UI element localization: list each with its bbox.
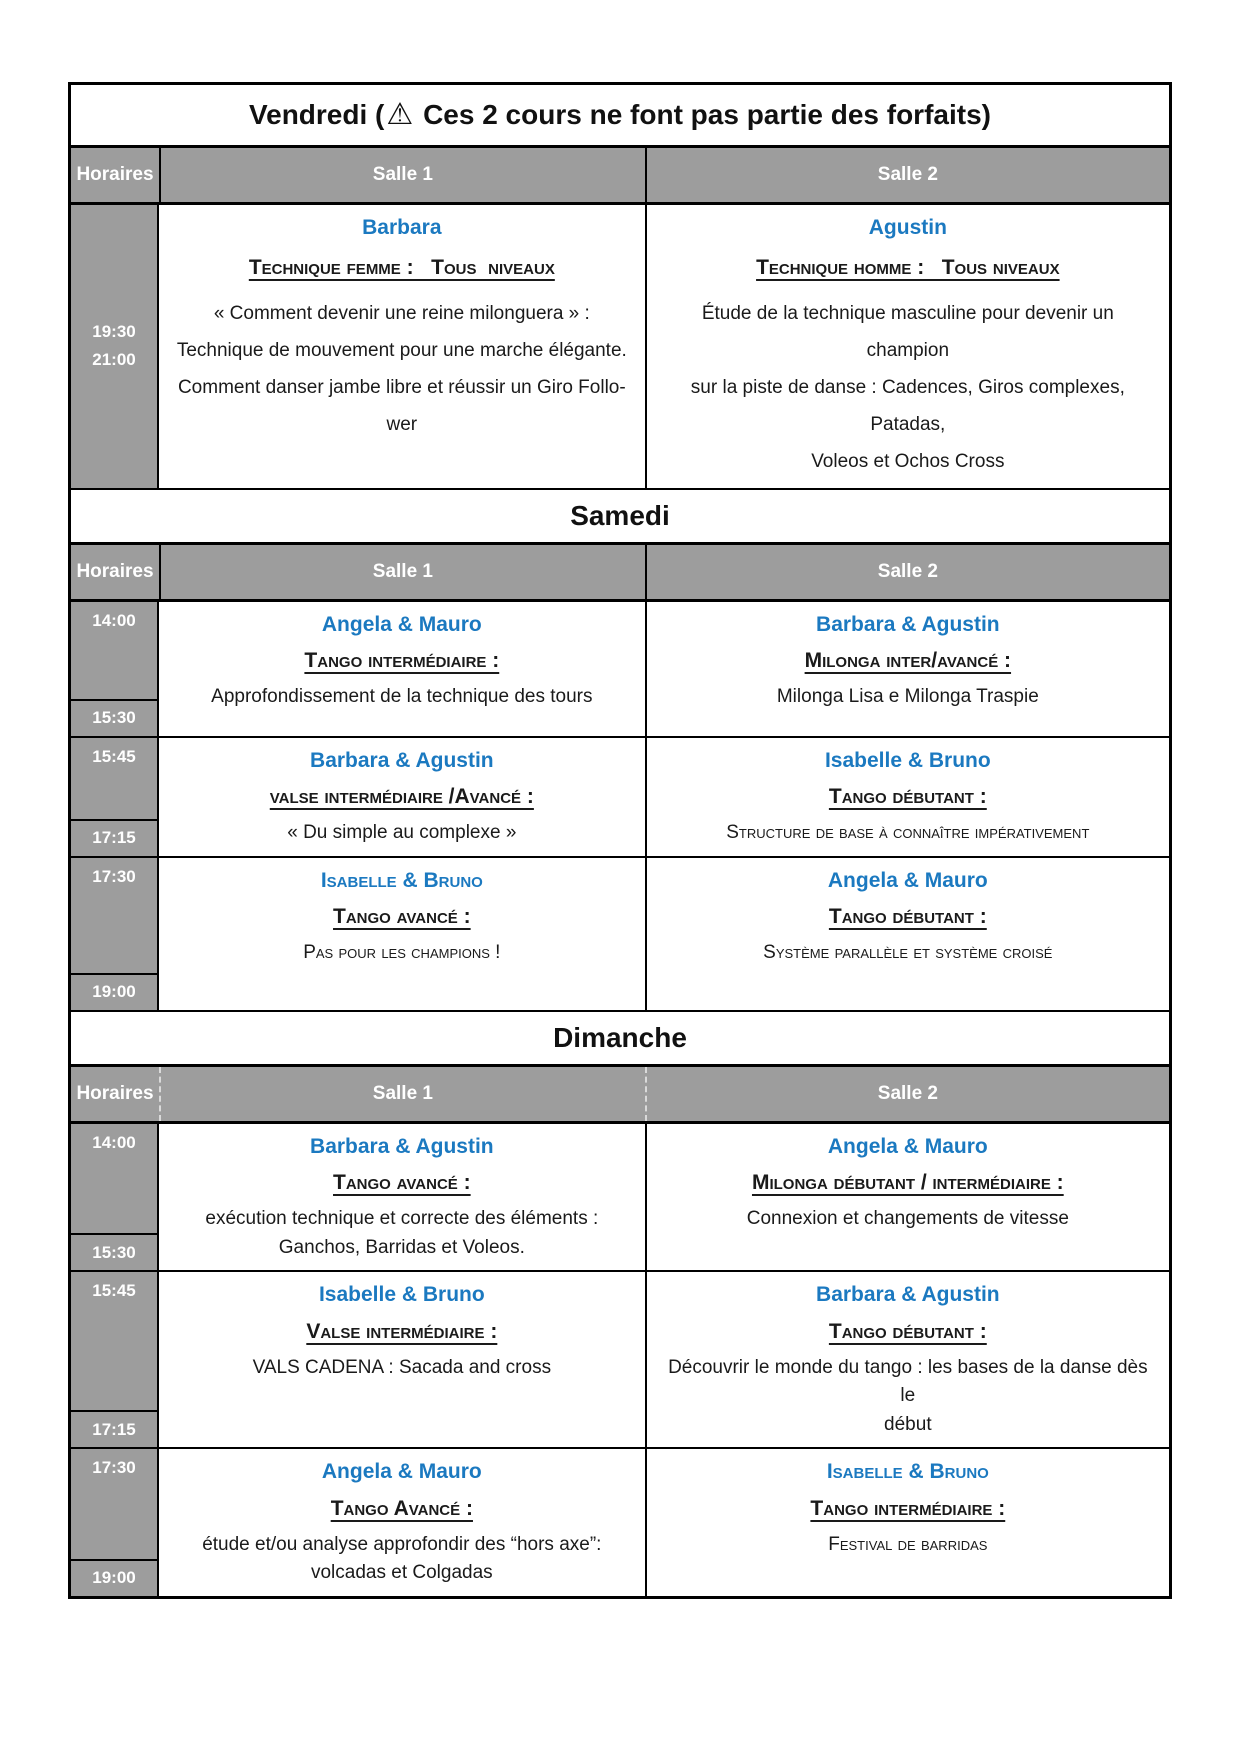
course-title: Valse intermédiaire : — [306, 1319, 498, 1343]
class-cell-salle2 — [647, 1124, 1169, 1271]
course-description: Découvrir le monde du tango : les bases de la danse dès le début — [668, 1356, 1148, 1435]
class-cell-salle2 — [647, 205, 1169, 488]
time-start: 14:00 — [92, 610, 136, 630]
column-header-salle2: Salle 2 — [645, 1067, 1169, 1121]
teacher-name: Barbara & Agustin — [816, 1283, 1000, 1307]
time-end: 15:30 — [71, 1233, 157, 1270]
column-header-salle2: Salle 2 — [645, 545, 1169, 599]
column-header-horaires: Horaires — [76, 1082, 154, 1104]
time-end: 19:00 — [71, 1559, 157, 1596]
time-end: 17:15 — [71, 819, 157, 856]
day-title-samedi — [71, 490, 1169, 545]
day-title-note: Ces 2 cours ne font pas partie des forfaits) — [415, 99, 991, 130]
time-cell — [71, 1272, 159, 1447]
teacher-name: Isabelle & Bruno — [826, 1460, 989, 1484]
time-cell — [71, 738, 159, 856]
course-description: Connexion et changements de vitesse — [746, 1208, 1069, 1230]
time-end: 21:00 — [92, 350, 136, 370]
course-title: Tango Avancé : — [330, 1496, 473, 1520]
schedule-row — [71, 858, 1169, 1012]
class-cell-salle1 — [159, 858, 647, 1010]
course-description: Structure de base à connaître impérativement — [726, 822, 1090, 844]
column-header-salle1: Salle 1 — [159, 1067, 645, 1121]
time-start: 15:45 — [92, 746, 136, 766]
class-cell-salle1 — [159, 1124, 647, 1271]
header-row-vendredi — [71, 148, 1169, 205]
class-cell-salle1 — [159, 738, 647, 856]
header-row-samedi — [71, 545, 1169, 602]
schedule-row — [71, 1272, 1169, 1449]
time-cell — [71, 858, 159, 1010]
class-cell-salle2 — [647, 1272, 1169, 1447]
column-header-horaires: Horaires — [76, 164, 154, 185]
course-title: Tango débutant : — [828, 1319, 987, 1343]
time-start: 17:30 — [92, 866, 136, 886]
time-start: 19:30 — [92, 322, 136, 342]
day-title-text: Vendredi ( — [249, 99, 385, 130]
time-cell — [71, 1124, 159, 1271]
course-description: Approfondissement de la technique des tours — [211, 686, 593, 708]
class-cell-salle1 — [159, 1272, 647, 1447]
day-title-text: Dimanche — [553, 1021, 687, 1053]
course-title: Milonga inter/avancé : — [804, 649, 1012, 673]
header-row-dimanche — [71, 1067, 1169, 1124]
time-start: 14:00 — [92, 1132, 136, 1152]
schedule-row — [71, 1449, 1169, 1596]
time-cell — [71, 205, 159, 488]
course-title: Tango avancé : — [333, 1171, 471, 1195]
schedule-row — [71, 738, 1169, 858]
time-end: 19:00 — [71, 973, 157, 1010]
column-header-salle2: Salle 2 — [645, 148, 1169, 202]
course-description: Festival de barridas — [828, 1533, 988, 1555]
schedule-row — [71, 602, 1169, 738]
class-cell-salle1 — [159, 205, 647, 488]
course-title: Technique homme : Tous niveaux — [756, 256, 1060, 280]
time-end: 15:30 — [71, 699, 157, 736]
course-description: exécution technique et correcte des éléments : Ganchos, Barridas et Voleos. — [205, 1208, 599, 1258]
class-cell-salle2 — [647, 1449, 1169, 1596]
class-cell-salle2 — [647, 738, 1169, 856]
course-description: Milonga Lisa e Milonga Traspie — [776, 686, 1039, 708]
class-cell-salle2 — [647, 858, 1169, 1010]
teacher-name: Angela & Mauro — [827, 1134, 988, 1158]
course-title: valse intermédiaire /Avancé : — [269, 785, 534, 809]
time-end: 17:15 — [71, 1410, 157, 1447]
schedule-row — [71, 1124, 1169, 1273]
teacher-name: Angela & Mauro — [321, 1460, 482, 1484]
day-title-dimanche — [71, 1012, 1169, 1067]
teacher-name: Barbara — [362, 216, 442, 239]
course-description: VALS CADENA : Sacada and cross — [252, 1356, 552, 1378]
teacher-name: Angela & Mauro — [321, 612, 482, 636]
teacher-name: Barbara & Agustin — [310, 748, 494, 772]
warning-icon: ⚠ — [386, 98, 414, 131]
time-start: 15:45 — [92, 1281, 136, 1301]
teacher-name: Barbara & Agustin — [816, 612, 1000, 636]
course-description: Pas pour les champions ! — [303, 942, 501, 964]
day-title-text: Samedi — [570, 499, 670, 531]
time-start: 17:30 — [92, 1458, 136, 1478]
course-title: Tango débutant : — [828, 905, 987, 929]
class-cell-salle1 — [159, 1449, 647, 1596]
column-header-salle1: Salle 1 — [159, 148, 645, 202]
course-title: Tango intermédiaire : — [810, 1496, 1006, 1520]
class-cell-salle2 — [647, 602, 1169, 736]
course-title: Tango débutant : — [828, 785, 987, 809]
column-header-salle1: Salle 1 — [159, 545, 645, 599]
class-cell-salle1 — [159, 602, 647, 736]
teacher-name: Isabelle & Bruno — [824, 748, 991, 772]
teacher-name: Isabelle & Bruno — [320, 868, 483, 892]
course-title: Milonga débutant / intermédiaire : — [751, 1171, 1064, 1195]
course-description: Étude de la technique masculine pour devenir un champion sur la piste de danse : Cadences, Giros complexes, Patadas, Voleos et Ochos Cross — [690, 302, 1125, 472]
course-description: « Comment devenir une reine milonguera » : Technique de mouvement pour une marche élégante. Comment danser jambe libre et réussir un Giro Follo- wer — [176, 302, 627, 435]
course-description: « Du simple au complexe » — [287, 822, 517, 844]
course-title: Technique femme : Tous niveaux — [248, 256, 555, 280]
day-title-vendredi — [71, 85, 1169, 148]
schedule-row — [71, 205, 1169, 490]
column-header-horaires: Horaires — [76, 560, 154, 582]
teacher-name: Angela & Mauro — [827, 868, 988, 892]
course-title: Tango intermédiaire : — [304, 649, 500, 673]
schedule-table — [68, 82, 1172, 1599]
teacher-name: Isabelle & Bruno — [318, 1283, 485, 1307]
teacher-name: Agustin — [868, 216, 947, 239]
time-cell — [71, 602, 159, 736]
teacher-name: Barbara & Agustin — [310, 1134, 494, 1158]
time-cell — [71, 1449, 159, 1596]
course-title: Tango avancé : — [333, 905, 471, 929]
course-description: Système parallèle et système croisé — [763, 942, 1053, 964]
course-description: étude et/ou analyse approfondir des “hors axe”: volcadas et Colgadas — [202, 1533, 602, 1584]
